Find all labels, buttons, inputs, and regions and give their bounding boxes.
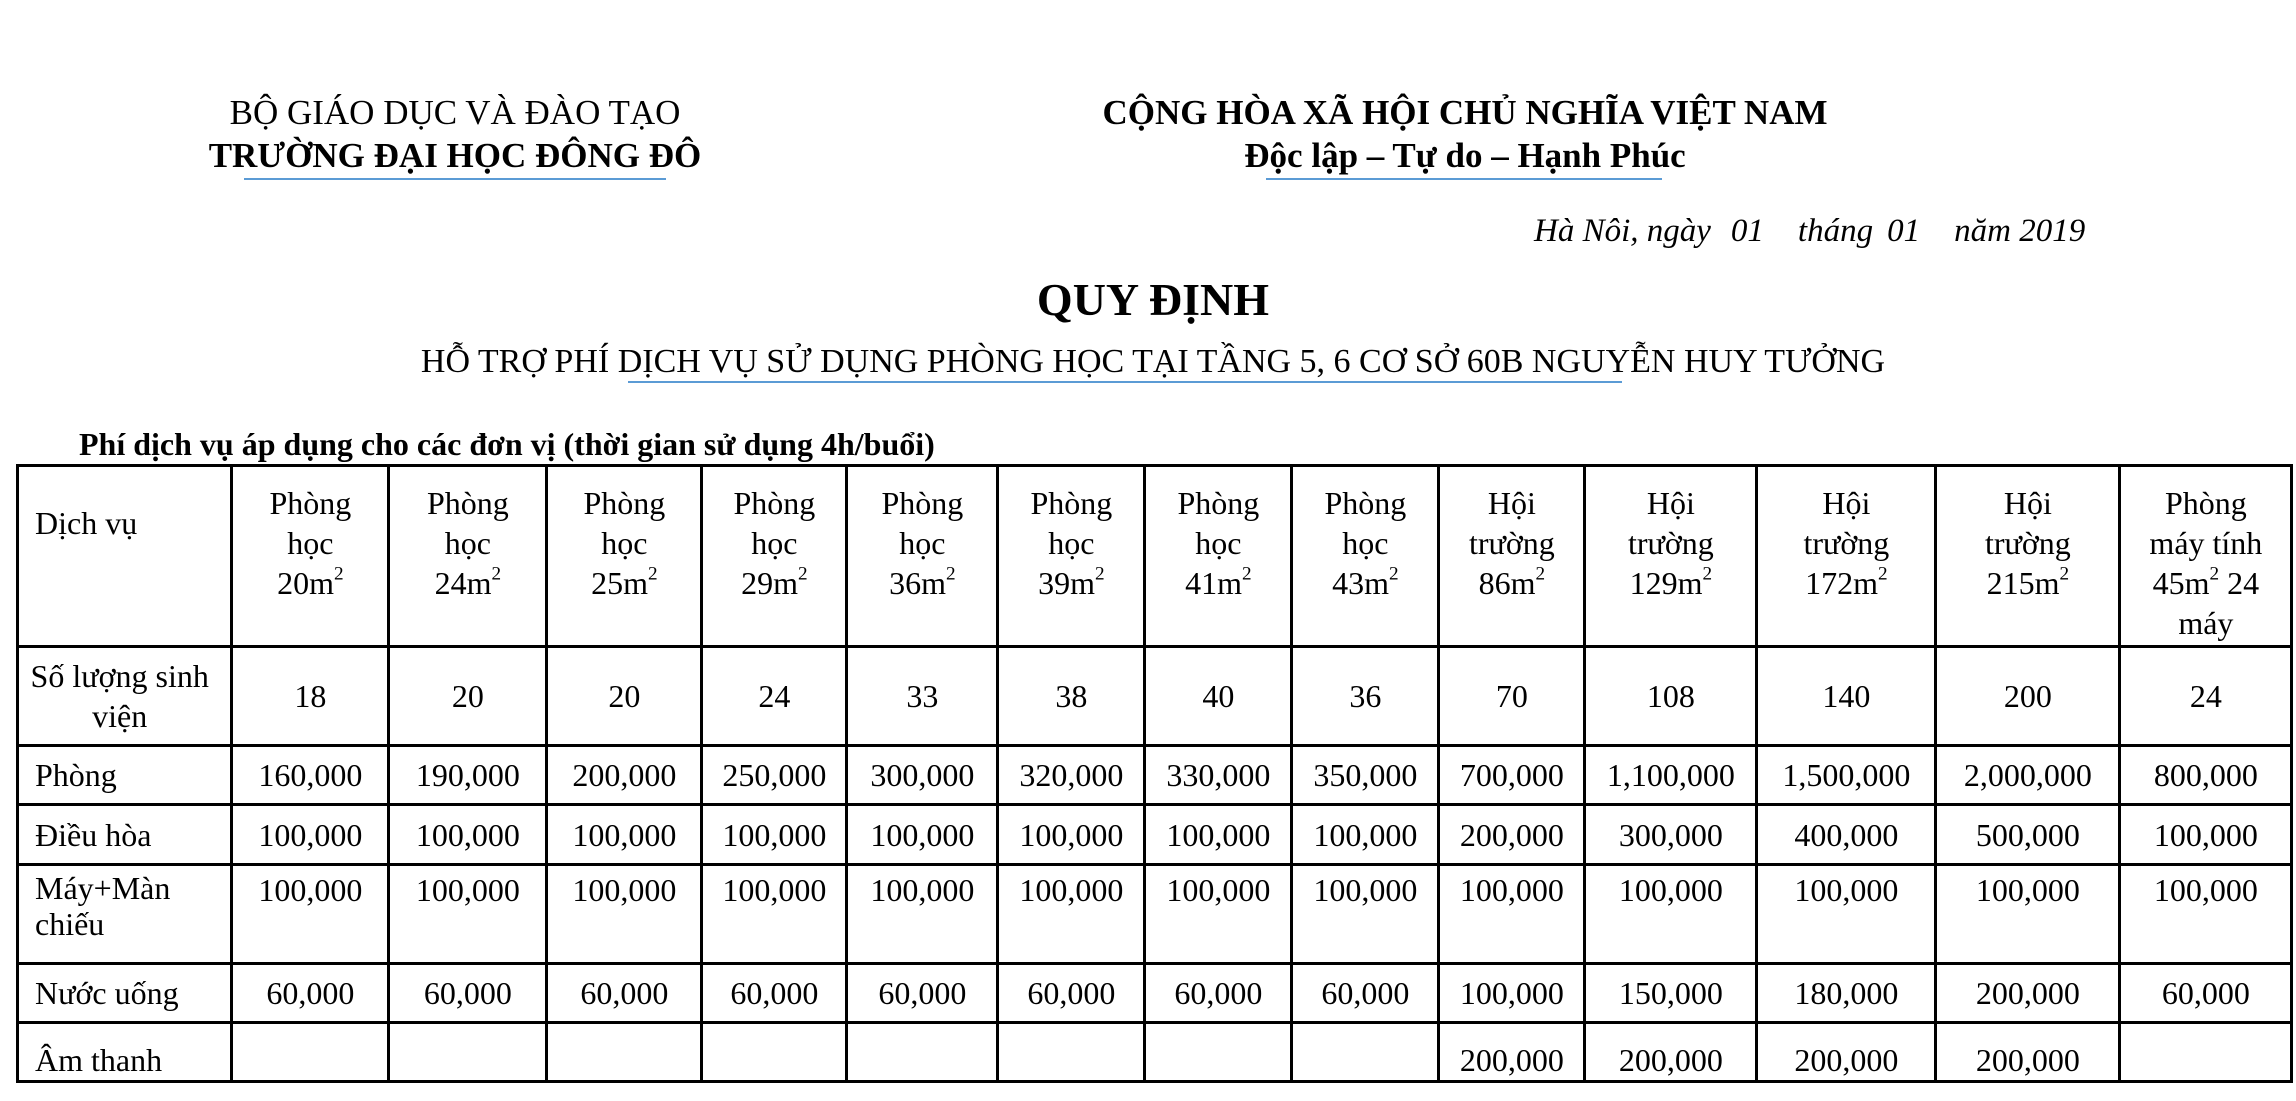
area-value: 36 <box>889 565 922 601</box>
area-unit-exponent: 2 <box>946 563 956 585</box>
column-header <box>1757 466 1936 647</box>
column-header-service: Dịch vụ <box>18 466 232 647</box>
table-cell <box>2120 1023 2292 1082</box>
table-cell: 160,000 <box>232 746 389 805</box>
column-header <box>2120 466 2292 647</box>
column-header-line1: Phòng <box>2164 485 2247 521</box>
table-cell: 100,000 <box>702 865 847 964</box>
area-unit: m <box>773 565 798 601</box>
area-unit-exponent: 2 <box>1535 563 1546 585</box>
table-cell: 800,000 <box>2120 746 2292 805</box>
area-unit: m <box>2034 565 2060 601</box>
column-header <box>1145 466 1292 647</box>
column-header <box>547 466 702 647</box>
column-header-line2: học <box>1342 525 1389 561</box>
area-value: 29 <box>741 565 774 601</box>
table-row <box>18 647 2292 746</box>
table-cell: 100,000 <box>389 805 547 865</box>
row-label: Phòng <box>18 746 232 805</box>
date-month-label: tháng <box>1797 213 1874 249</box>
area-unit: m <box>2184 565 2210 601</box>
table-cell: 108 <box>1585 647 1757 746</box>
column-header-area <box>848 563 996 603</box>
table-header-row <box>18 466 2292 647</box>
table-cell: 20 <box>389 647 547 746</box>
table-cell: 20 <box>547 647 702 746</box>
table-cell: 100,000 <box>1292 865 1439 964</box>
table-cell <box>547 1023 702 1082</box>
table-cell: 200,000 <box>1439 805 1585 865</box>
column-header-area <box>390 563 545 603</box>
area-value: 45 <box>2152 565 2185 601</box>
table-cell: 1,500,000 <box>1757 746 1936 805</box>
area-value: 215 <box>1986 565 2035 601</box>
table-cell: 100,000 <box>1145 805 1292 865</box>
column-header-area <box>1586 563 1755 603</box>
column-header-line1: Phòng <box>426 485 509 521</box>
column-header-line2: học <box>601 525 648 561</box>
table-cell <box>1145 1023 1292 1082</box>
table-cell <box>702 1023 847 1082</box>
table-cell: 200 <box>1936 647 2120 746</box>
date-day: 01 <box>1730 213 1764 249</box>
subtitle-underline-divider <box>628 381 1622 383</box>
date-month: 01 <box>1887 213 1921 249</box>
area-value: 172 <box>1805 565 1854 601</box>
area-unit: m <box>1677 565 1703 601</box>
column-header-line1: Phòng <box>583 485 666 521</box>
document-subtitle: HỖ TRỢ PHÍ DỊCH VỤ SỬ DỤNG PHÒNG HỌC TẠI TẦNG 5, 6 CƠ SỞ 60B NGUYỄN HUY TƯỞNG <box>420 343 1886 380</box>
area-unit: m <box>466 565 492 601</box>
table-cell: 500,000 <box>1936 805 2120 865</box>
table-cell: 250,000 <box>702 746 847 805</box>
date-place-prefix: Hà Nôi, ngày <box>1534 213 1711 249</box>
ministry-name: BỘ GIÁO DỤC VÀ ĐÀO TẠO <box>229 93 681 132</box>
column-header-line2: máy tính <box>2149 525 2263 561</box>
table-cell: 200,000 <box>1936 1023 2120 1082</box>
table-cell: 200,000 <box>547 746 702 805</box>
table-row <box>18 964 2292 1023</box>
table-cell: 100,000 <box>547 865 702 964</box>
table-cell: 100,000 <box>547 805 702 865</box>
column-header-area <box>233 563 387 603</box>
table-cell: 18 <box>232 647 389 746</box>
table-cell: 100,000 <box>1439 964 1585 1023</box>
table-row <box>18 1023 2292 1082</box>
column-header-area <box>703 563 845 603</box>
table-cell: 24 <box>2120 647 2292 746</box>
table-cell: 100,000 <box>1936 865 2120 964</box>
area-unit: m <box>623 565 648 601</box>
area-value: 129 <box>1629 565 1678 601</box>
column-header-area <box>2121 563 2290 643</box>
table-cell: 100,000 <box>998 805 1145 865</box>
table-cell: 100,000 <box>1585 865 1757 964</box>
table-cell: 100,000 <box>1757 865 1936 964</box>
column-header <box>1936 466 2120 647</box>
republic-name: CỘNG HÒA XÃ HỘI CHỦ NGHĨA VIỆT NAM <box>1102 93 1828 132</box>
area-value: 43 <box>1332 565 1365 601</box>
document-title: QUY ĐỊNH <box>1036 274 1270 325</box>
table-cell: 190,000 <box>389 746 547 805</box>
table-cell: 2,000,000 <box>1936 746 2120 805</box>
table-cell: 100,000 <box>2120 865 2292 964</box>
row-label: Máy+Màn chiếu <box>18 865 232 964</box>
national-motto: Độc lập – Tự do – Hạnh Phúc <box>1244 136 1686 175</box>
row-label: Số lượng sinh viện <box>18 647 232 746</box>
column-header-line1: Phòng <box>1324 485 1407 521</box>
date-year-label: năm <box>1954 213 2011 249</box>
table-cell: 60,000 <box>1145 964 1292 1023</box>
area-unit-exponent: 2 <box>2059 563 2070 585</box>
table-cell: 24 <box>702 647 847 746</box>
column-header-line2: trường <box>1803 525 1890 561</box>
table-cell: 33 <box>847 647 998 746</box>
row-label: Âm thanh <box>18 1023 232 1082</box>
column-header-line1: Hội <box>1487 485 1536 521</box>
column-header-line1: Phòng <box>1030 485 1113 521</box>
row-label: Điều hòa <box>18 805 232 865</box>
table-cell: 100,000 <box>2120 805 2292 865</box>
area-unit: m <box>1510 565 1536 601</box>
column-header <box>1292 466 1439 647</box>
area-unit: m <box>1217 565 1242 601</box>
table-cell: 38 <box>998 647 1145 746</box>
table-cell: 100,000 <box>232 805 389 865</box>
table-cell: 100,000 <box>1145 865 1292 964</box>
date-line <box>1534 210 2085 252</box>
table-cell: 60,000 <box>998 964 1145 1023</box>
column-header <box>389 466 547 647</box>
column-header-area <box>1758 563 1934 603</box>
table-cell: 200,000 <box>1585 1023 1757 1082</box>
area-unit-exponent: 2 <box>1389 563 1399 585</box>
area-value: 86 <box>1478 565 1511 601</box>
column-header-line1: Phòng <box>881 485 964 521</box>
table-cell: 100,000 <box>998 865 1145 964</box>
area-unit-exponent: 2 <box>1878 563 1888 585</box>
table-cell: 400,000 <box>1757 805 1936 865</box>
table-cell: 70 <box>1439 647 1585 746</box>
table-row <box>18 865 2292 964</box>
area-unit-exponent: 2 <box>648 563 658 585</box>
column-header-line2: học <box>1195 525 1242 561</box>
column-header-line1: Phòng <box>1177 485 1260 521</box>
column-header <box>702 466 847 647</box>
column-header <box>1439 466 1585 647</box>
area-unit-exponent: 2 <box>491 563 502 585</box>
column-header-line2: trường <box>1468 525 1555 561</box>
column-header <box>847 466 998 647</box>
column-header-line2: trường <box>1984 525 2071 561</box>
column-header-line1: Hội <box>2003 485 2052 521</box>
table-cell <box>1292 1023 1439 1082</box>
area-unit: m <box>1070 565 1095 601</box>
column-header <box>1585 466 1757 647</box>
area-unit: m <box>309 565 334 601</box>
table-cell: 200,000 <box>1936 964 2120 1023</box>
table-cell: 700,000 <box>1439 746 1585 805</box>
table-cell: 300,000 <box>847 746 998 805</box>
column-header-suffix: 24 máy <box>2178 565 2260 641</box>
column-header-line2: học <box>751 525 798 561</box>
table-cell: 330,000 <box>1145 746 1292 805</box>
area-unit: m <box>1853 565 1878 601</box>
table-cell: 100,000 <box>702 805 847 865</box>
area-unit: m <box>1364 565 1389 601</box>
area-value: 24 <box>434 565 467 601</box>
area-unit-exponent: 2 <box>1702 563 1713 585</box>
column-header-line2: học <box>899 525 946 561</box>
column-header-line2: học <box>1048 525 1095 561</box>
area-unit-exponent: 2 <box>2209 563 2220 585</box>
row-label: Nước uống <box>18 964 232 1023</box>
column-header-area <box>999 563 1143 603</box>
table-cell: 200,000 <box>1757 1023 1936 1082</box>
column-header-area <box>1937 563 2118 603</box>
table-cell: 60,000 <box>847 964 998 1023</box>
area-unit-exponent: 2 <box>1095 563 1105 585</box>
school-underline-divider <box>244 178 666 180</box>
service-fee-table <box>16 464 2293 1083</box>
area-value: 20 <box>277 565 310 601</box>
table-cell: 100,000 <box>847 865 998 964</box>
table-cell: 1,100,000 <box>1585 746 1757 805</box>
date-year: 2019 <box>2019 213 2086 249</box>
table-cell: 100,000 <box>389 865 547 964</box>
table-cell: 60,000 <box>1292 964 1439 1023</box>
motto-underline-divider <box>1266 178 1662 180</box>
table-cell: 100,000 <box>1292 805 1439 865</box>
table-cell <box>232 1023 389 1082</box>
table-cell <box>389 1023 547 1082</box>
table-cell: 100,000 <box>232 865 389 964</box>
column-header-line1: Hội <box>1822 485 1871 521</box>
area-unit-exponent: 2 <box>798 563 808 585</box>
table-caption: Phí dịch vụ áp dụng cho các đơn vị (thời gian sử dụng 4h/buổi) <box>79 426 935 462</box>
table-cell: 150,000 <box>1585 964 1757 1023</box>
column-header <box>998 466 1145 647</box>
table-cell: 140 <box>1757 647 1936 746</box>
school-name: TRƯỜNG ĐẠI HỌC ĐÔNG ĐÔ <box>208 136 702 175</box>
table-cell: 40 <box>1145 647 1292 746</box>
column-header-area <box>1146 563 1290 603</box>
table-row <box>18 746 2292 805</box>
area-value: 41 <box>1185 565 1218 601</box>
table-cell: 100,000 <box>847 805 998 865</box>
table-cell: 60,000 <box>389 964 547 1023</box>
table-cell: 100,000 <box>1439 865 1585 964</box>
table-cell: 300,000 <box>1585 805 1757 865</box>
table-cell: 60,000 <box>2120 964 2292 1023</box>
column-header-line2: học <box>444 525 491 561</box>
table-cell <box>998 1023 1145 1082</box>
table-cell: 320,000 <box>998 746 1145 805</box>
table-cell: 180,000 <box>1757 964 1936 1023</box>
column-header-line1: Hội <box>1646 485 1695 521</box>
area-value: 39 <box>1038 565 1071 601</box>
area-unit: m <box>921 565 946 601</box>
area-unit-exponent: 2 <box>1242 563 1252 585</box>
column-header-line2: học <box>287 525 334 561</box>
table-cell: 60,000 <box>547 964 702 1023</box>
area-unit-exponent: 2 <box>334 563 344 585</box>
table-cell: 350,000 <box>1292 746 1439 805</box>
column-header-area <box>548 563 700 603</box>
column-header-line1: Phòng <box>269 485 352 521</box>
table-cell: 60,000 <box>702 964 847 1023</box>
column-header-area <box>1440 563 1583 603</box>
column-header-line1: Phòng <box>733 485 816 521</box>
column-header-line2: trường <box>1627 525 1714 561</box>
table-row <box>18 805 2292 865</box>
table-cell: 36 <box>1292 647 1439 746</box>
table-cell: 200,000 <box>1439 1023 1585 1082</box>
area-value: 25 <box>591 565 624 601</box>
column-header <box>232 466 389 647</box>
table-cell <box>847 1023 998 1082</box>
table-cell: 60,000 <box>232 964 389 1023</box>
column-header-area <box>1293 563 1437 603</box>
